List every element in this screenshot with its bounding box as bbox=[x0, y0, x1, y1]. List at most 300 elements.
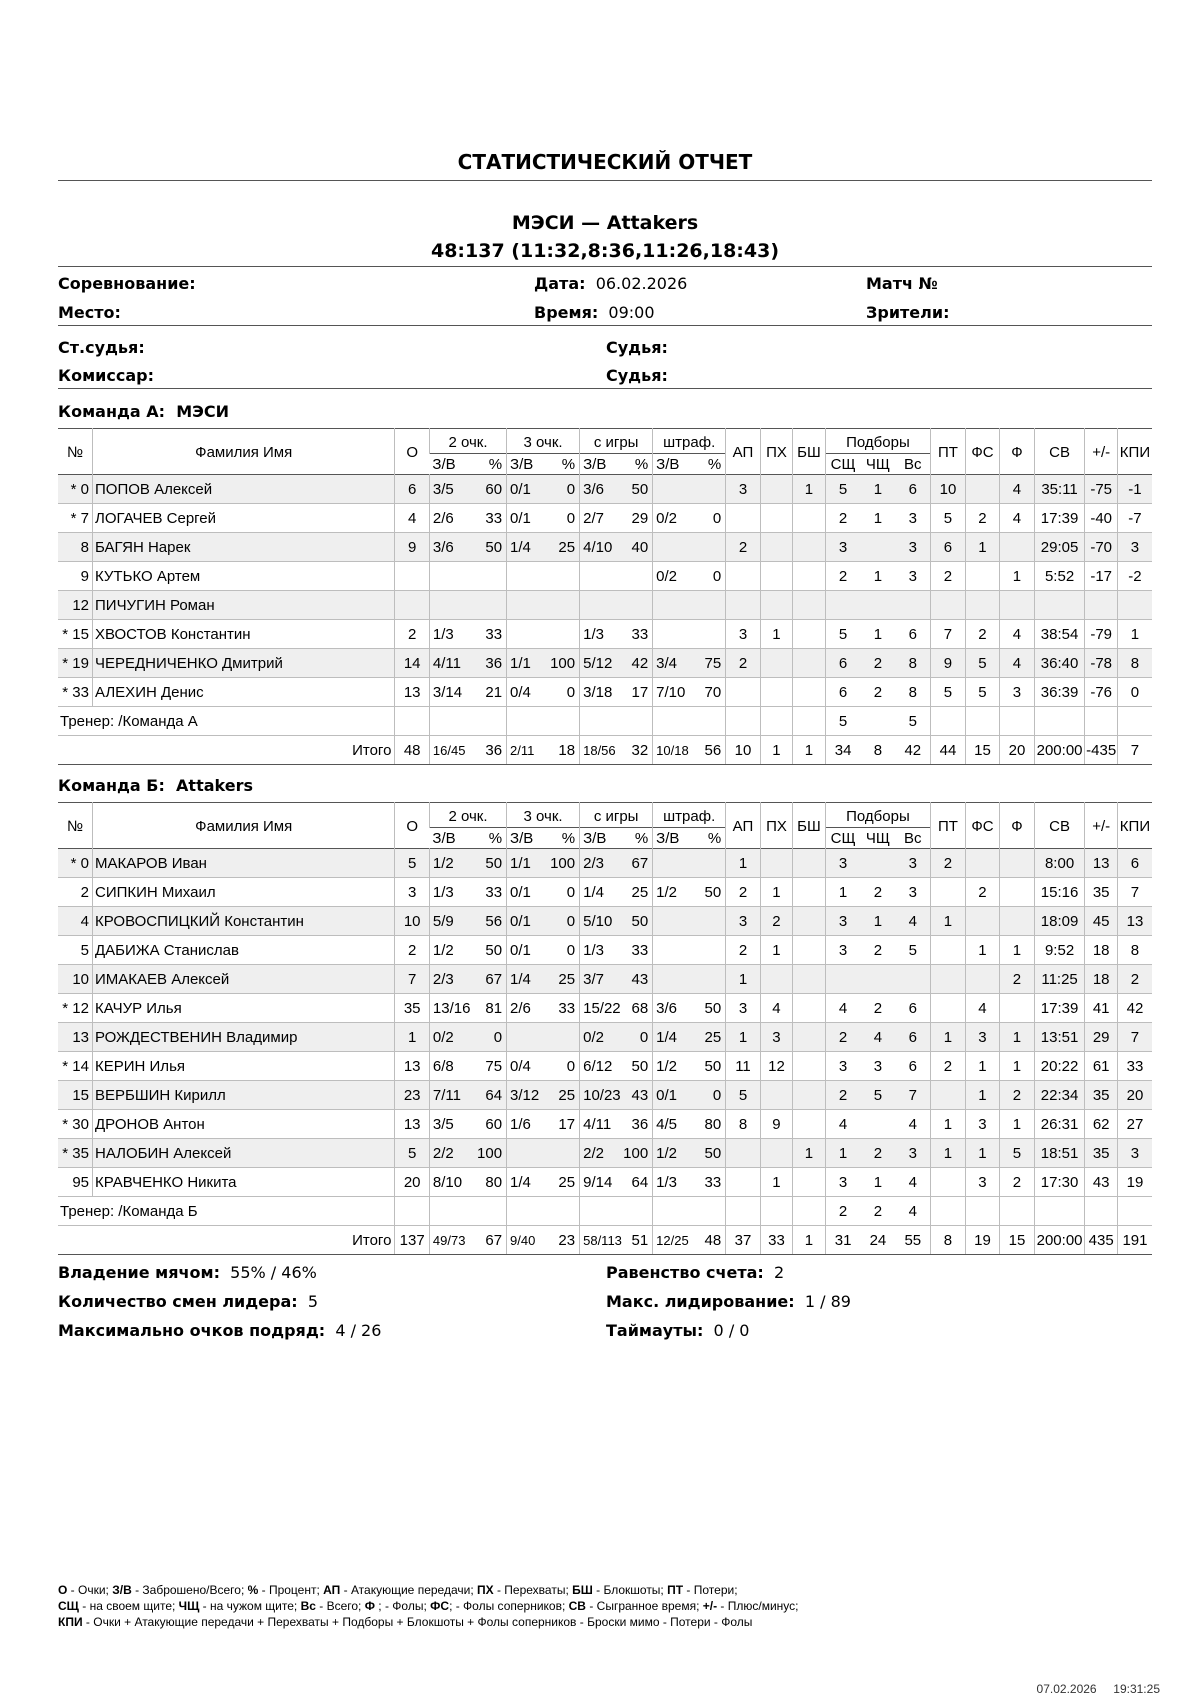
two-pointers bbox=[429, 878, 506, 907]
total-label: Итого bbox=[58, 1226, 395, 1255]
blocks bbox=[793, 620, 825, 649]
divider bbox=[58, 388, 1152, 389]
rebounds-cell bbox=[825, 1081, 931, 1110]
minutes: 29:05 bbox=[1034, 533, 1085, 562]
field-goals-made-attempted: 18/56 bbox=[583, 742, 616, 758]
def-rebounds: 5 bbox=[838, 625, 848, 643]
plus-minus: 18 bbox=[1085, 965, 1117, 994]
total-rebounds: 6 bbox=[908, 625, 917, 643]
player-number: * 35 bbox=[62, 1144, 89, 1162]
empty-cell bbox=[1034, 1197, 1085, 1226]
legend-desc: - Блокшоты; bbox=[592, 1583, 668, 1597]
player-row bbox=[58, 504, 1152, 533]
header-made-attempted-percent bbox=[429, 454, 506, 475]
three-pointers-made-attempted: 1/4 bbox=[510, 538, 531, 556]
minutes: 11:25 bbox=[1034, 965, 1085, 994]
efficiency: 7 bbox=[1117, 736, 1152, 765]
header-points: О bbox=[395, 803, 430, 849]
free-throws bbox=[653, 936, 726, 965]
player-name: МАКАРОВ Иван bbox=[93, 849, 395, 878]
three-pointers-made-attempted: 3/12 bbox=[510, 1086, 540, 1104]
assists: 37 bbox=[726, 1226, 761, 1255]
header-def-rebounds: СЩ bbox=[830, 829, 856, 847]
header-made-attempted: З/В bbox=[583, 829, 607, 847]
off-rebounds: 1 bbox=[873, 509, 883, 527]
legend-abbr: О bbox=[58, 1583, 68, 1597]
coach-row bbox=[58, 707, 1152, 736]
free-throws-made-attempted: 12/25 bbox=[656, 1232, 689, 1248]
three-pointers-percent: 25 bbox=[558, 1173, 576, 1191]
player-number: 4 bbox=[80, 912, 89, 930]
free-throws-percent: 80 bbox=[704, 1115, 722, 1133]
points: 35 bbox=[395, 994, 430, 1023]
field-goals bbox=[580, 878, 653, 907]
blocks bbox=[793, 562, 825, 591]
three-pointers-made-attempted: 0/4 bbox=[510, 683, 531, 701]
header-3pt: 3 очк. bbox=[507, 803, 580, 828]
fouls-drawn: 3 bbox=[965, 1023, 1000, 1052]
points: 2 bbox=[395, 936, 430, 965]
legend-desc: ; - Фолы; bbox=[374, 1599, 431, 1613]
three-pointers bbox=[507, 849, 580, 878]
free-throws bbox=[653, 878, 726, 907]
points: 23 bbox=[395, 1081, 430, 1110]
total-rebounds: 4 bbox=[908, 1173, 917, 1191]
player-number: * 33 bbox=[62, 683, 89, 701]
field-goals-made-attempted: 6/12 bbox=[583, 1057, 613, 1075]
legend-desc: - Сыгранное время; bbox=[585, 1599, 703, 1613]
blocks bbox=[793, 994, 825, 1023]
plus-minus: 45 bbox=[1085, 907, 1117, 936]
two-pointers-made-attempted: 13/16 bbox=[432, 999, 471, 1017]
header-made-attempted: З/В bbox=[432, 829, 456, 847]
blocks bbox=[793, 678, 825, 707]
empty-cell bbox=[1085, 1197, 1117, 1226]
fouls-drawn: 15 bbox=[965, 736, 1000, 765]
player-name: КРОВОСПИЦКИЙ Константин bbox=[93, 907, 395, 936]
blocks bbox=[793, 936, 825, 965]
header-number: № bbox=[66, 444, 84, 461]
print-time: 19:31:25 bbox=[1113, 1682, 1160, 1696]
header-made-attempted-percent bbox=[653, 454, 726, 475]
legend-desc: - Всего; bbox=[315, 1599, 365, 1613]
steals: 33 bbox=[760, 1226, 792, 1255]
legend-abbr: +/- bbox=[702, 1599, 718, 1613]
rebounds-cell bbox=[825, 591, 931, 620]
def-rebounds: 2 bbox=[838, 1028, 848, 1046]
two-pointers bbox=[429, 936, 506, 965]
header-fouls: Ф bbox=[1000, 429, 1035, 475]
player-row bbox=[58, 591, 1152, 620]
header-made-attempted-percent bbox=[580, 828, 653, 849]
empty-cell bbox=[580, 707, 653, 736]
fouls-drawn: 1 bbox=[965, 1052, 1000, 1081]
two-pointers-made-attempted: 4/11 bbox=[432, 654, 462, 672]
three-pointers-made-attempted: 0/1 bbox=[510, 883, 531, 901]
points: 13 bbox=[395, 678, 430, 707]
three-pointers bbox=[507, 1168, 580, 1197]
assists: 1 bbox=[726, 1023, 761, 1052]
three-pointers bbox=[507, 562, 580, 591]
three-pointers bbox=[507, 936, 580, 965]
two-pointers bbox=[429, 1023, 506, 1052]
player-name: ИМАКАЕВ Алексей bbox=[93, 965, 395, 994]
two-pointers-made-attempted: 8/10 bbox=[432, 1173, 463, 1191]
header-minutes: СВ bbox=[1034, 429, 1085, 475]
empty-cell bbox=[395, 707, 430, 736]
two-pointers bbox=[429, 965, 506, 994]
two-pointers bbox=[429, 1110, 506, 1139]
fouls: 1 bbox=[1000, 562, 1035, 591]
plus-minus: 35 bbox=[1085, 878, 1117, 907]
steals: 1 bbox=[760, 736, 792, 765]
free-throws bbox=[653, 1110, 726, 1139]
blocks: 1 bbox=[793, 1226, 825, 1255]
assists: 5 bbox=[726, 1081, 761, 1110]
three-pointers bbox=[507, 878, 580, 907]
field-goals-percent: 33 bbox=[631, 941, 649, 959]
field-goals-percent: 43 bbox=[631, 970, 649, 988]
efficiency: 7 bbox=[1117, 1023, 1152, 1052]
empty-cell bbox=[1034, 707, 1085, 736]
three-pointers bbox=[507, 1052, 580, 1081]
turnovers: 10 bbox=[931, 475, 966, 504]
empty-cell bbox=[793, 1197, 825, 1226]
assists: 2 bbox=[726, 533, 761, 562]
divider bbox=[58, 266, 1152, 267]
final-score: 48:137 (11:32,8:36,11:26,18:43) bbox=[430, 240, 780, 262]
player-name: БАГЯН Нарек bbox=[93, 533, 395, 562]
player-number: 12 bbox=[72, 596, 89, 614]
player-row bbox=[58, 936, 1152, 965]
legend-abbr: % bbox=[247, 1583, 259, 1597]
assists: 1 bbox=[726, 849, 761, 878]
free-throws-percent: 50 bbox=[704, 1057, 722, 1075]
free-throws-percent: 0 bbox=[712, 567, 722, 585]
three-pointers-made-attempted: 0/4 bbox=[510, 1057, 531, 1075]
efficiency: 2 bbox=[1117, 965, 1152, 994]
empty-cell bbox=[1085, 707, 1117, 736]
blocks bbox=[793, 1081, 825, 1110]
legend-abbr: СЩ bbox=[58, 1599, 79, 1613]
fouls: 1 bbox=[1000, 1023, 1035, 1052]
player-number: 10 bbox=[72, 970, 89, 988]
empty-cell bbox=[653, 1197, 726, 1226]
blocks bbox=[793, 649, 825, 678]
header-steals: ПХ bbox=[760, 429, 792, 475]
legend-abbr: АП bbox=[323, 1583, 341, 1597]
efficiency: 0 bbox=[1117, 678, 1152, 707]
player-number: 13 bbox=[72, 1028, 89, 1046]
header-turnovers: ПТ bbox=[931, 429, 966, 475]
def-rebounds: 5 bbox=[838, 480, 848, 498]
competition-field: Соревнование: bbox=[58, 274, 196, 293]
efficiency bbox=[1117, 591, 1152, 620]
def-rebounds: 1 bbox=[838, 883, 848, 901]
assists bbox=[726, 591, 761, 620]
points: 20 bbox=[395, 1168, 430, 1197]
field-goals-made-attempted: 1/3 bbox=[583, 941, 604, 959]
field-goals-made-attempted: 10/23 bbox=[583, 1086, 621, 1104]
two-pointers bbox=[429, 994, 506, 1023]
header-blocks: БШ bbox=[793, 803, 825, 849]
legend-desc: - Перехваты; bbox=[493, 1583, 573, 1597]
efficiency: 20 bbox=[1117, 1081, 1152, 1110]
two-pointers-made-attempted: 7/11 bbox=[432, 1086, 462, 1104]
free-throws-made-attempted: 10/18 bbox=[656, 742, 689, 758]
def-rebounds: 3 bbox=[838, 854, 848, 872]
fouls-drawn: 1 bbox=[965, 1139, 1000, 1168]
two-pointers-made-attempted: 1/2 bbox=[432, 854, 454, 872]
minutes: 17:39 bbox=[1034, 994, 1085, 1023]
three-pointers bbox=[507, 591, 580, 620]
fouls-drawn: 1 bbox=[965, 533, 1000, 562]
steals bbox=[760, 1139, 792, 1168]
three-pointers-percent: 100 bbox=[550, 654, 576, 672]
minutes: 9:52 bbox=[1034, 936, 1085, 965]
field-goals-percent: 17 bbox=[631, 683, 649, 701]
empty-cell bbox=[760, 707, 792, 736]
free-throws bbox=[653, 1139, 726, 1168]
field-goals bbox=[580, 907, 653, 936]
fouls-drawn bbox=[965, 562, 1000, 591]
player-row bbox=[58, 1168, 1152, 1197]
two-pointers-percent: 67 bbox=[485, 970, 503, 988]
steals bbox=[760, 1081, 792, 1110]
fouls-drawn: 1 bbox=[965, 1081, 1000, 1110]
assists: 11 bbox=[726, 1052, 761, 1081]
two-pointers bbox=[429, 591, 506, 620]
efficiency: 19 bbox=[1117, 1168, 1152, 1197]
field-goals-percent: 67 bbox=[631, 854, 649, 872]
two-pointers-made-attempted: 3/5 bbox=[432, 1115, 454, 1133]
two-pointers-percent: 100 bbox=[477, 1144, 503, 1162]
blocks: 1 bbox=[793, 475, 825, 504]
two-pointers bbox=[429, 1081, 506, 1110]
points: 13 bbox=[395, 1052, 430, 1081]
free-throws bbox=[653, 965, 726, 994]
two-pointers-made-attempted: 1/3 bbox=[432, 625, 454, 643]
two-pointers-percent: 60 bbox=[485, 480, 503, 498]
empty-cell bbox=[653, 707, 726, 736]
header-percent: % bbox=[488, 829, 503, 847]
turnovers bbox=[931, 591, 966, 620]
turnovers bbox=[931, 878, 966, 907]
empty-cell bbox=[429, 707, 506, 736]
blocks bbox=[793, 1110, 825, 1139]
free-throws-made-attempted: 0/2 bbox=[656, 567, 678, 585]
field-goals bbox=[580, 678, 653, 707]
blocks bbox=[793, 965, 825, 994]
three-pointers-made-attempted: 9/40 bbox=[510, 1232, 536, 1248]
print-timestamp bbox=[1037, 1682, 1160, 1696]
two-pointers-percent: 56 bbox=[485, 912, 503, 930]
empty-cell bbox=[429, 1197, 506, 1226]
player-name: РОЖДЕСТВЕНИН Владимир bbox=[93, 1023, 395, 1052]
header-plus-minus: +/- bbox=[1085, 803, 1117, 849]
two-pointers bbox=[429, 1139, 506, 1168]
rebounds-cell bbox=[825, 878, 931, 907]
fouls-drawn bbox=[965, 965, 1000, 994]
two-pointers-percent: 21 bbox=[485, 683, 503, 701]
player-row bbox=[58, 1081, 1152, 1110]
field-goals-made-attempted: 3/7 bbox=[583, 970, 604, 988]
assists: 8 bbox=[726, 1110, 761, 1139]
fouls bbox=[1000, 907, 1035, 936]
fouls bbox=[1000, 878, 1035, 907]
two-pointers-percent: 81 bbox=[485, 999, 503, 1017]
minutes: 17:30 bbox=[1034, 1168, 1085, 1197]
header-field-goals: с игры bbox=[580, 429, 653, 454]
legend-desc: - на чужом щите; bbox=[199, 1599, 301, 1613]
header-efficiency: КПИ bbox=[1117, 803, 1152, 849]
three-pointers bbox=[507, 736, 580, 765]
field-goals-percent: 51 bbox=[631, 1231, 649, 1249]
off-rebounds: 2 bbox=[873, 1144, 883, 1162]
turnovers bbox=[931, 965, 966, 994]
steals bbox=[760, 649, 792, 678]
steals: 3 bbox=[760, 1023, 792, 1052]
def-rebounds: 34 bbox=[834, 741, 852, 759]
two-pointers-percent: 33 bbox=[485, 509, 503, 527]
points: 14 bbox=[395, 649, 430, 678]
header-made-attempted: З/В bbox=[510, 455, 534, 473]
fouls-drawn: 5 bbox=[965, 678, 1000, 707]
player-name: ПОПОВ Алексей bbox=[93, 475, 395, 504]
field-goals-percent: 43 bbox=[631, 1086, 649, 1104]
two-pointers-percent: 64 bbox=[485, 1086, 503, 1104]
points bbox=[395, 562, 430, 591]
turnovers: 7 bbox=[931, 620, 966, 649]
header-name: Фамилия Имя bbox=[93, 429, 395, 475]
rebounds-cell bbox=[825, 849, 931, 878]
rebounds-cell bbox=[825, 1139, 931, 1168]
plus-minus: 35 bbox=[1085, 1139, 1117, 1168]
turnovers bbox=[931, 1081, 966, 1110]
two-pointers-percent: 60 bbox=[485, 1115, 503, 1133]
header-made-attempted-percent bbox=[429, 828, 506, 849]
legend-desc: ; - Фолы соперников; bbox=[449, 1599, 569, 1613]
free-throws bbox=[653, 907, 726, 936]
minutes: 15:16 bbox=[1034, 878, 1085, 907]
plus-minus: 13 bbox=[1085, 849, 1117, 878]
turnovers bbox=[931, 994, 966, 1023]
player-name: АЛЕХИН Денис bbox=[93, 678, 395, 707]
plus-minus: -76 bbox=[1085, 678, 1117, 707]
two-pointers-made-attempted: 0/2 bbox=[432, 1028, 454, 1046]
points: 5 bbox=[395, 1139, 430, 1168]
steals: 12 bbox=[760, 1052, 792, 1081]
three-pointers-percent: 25 bbox=[558, 538, 576, 556]
fouls-drawn bbox=[965, 591, 1000, 620]
blocks bbox=[793, 533, 825, 562]
def-rebounds: 4 bbox=[838, 999, 848, 1017]
two-pointers bbox=[429, 678, 506, 707]
turnovers: 9 bbox=[931, 649, 966, 678]
print-date: 07.02.2026 bbox=[1036, 1682, 1097, 1696]
three-pointers-made-attempted: 1/1 bbox=[510, 854, 531, 872]
plus-minus: 18 bbox=[1085, 936, 1117, 965]
three-pointers-percent: 0 bbox=[566, 1057, 576, 1075]
three-pointers-made-attempted: 0/1 bbox=[510, 509, 531, 527]
total-row bbox=[58, 1226, 1152, 1255]
legend-desc: - Заброшено/Всего; bbox=[131, 1583, 248, 1597]
minutes: 18:51 bbox=[1034, 1139, 1085, 1168]
steals: 9 bbox=[760, 1110, 792, 1139]
player-name: КРАВЧЕНКО Никита bbox=[93, 1168, 395, 1197]
two-pointers-made-attempted: 1/2 bbox=[432, 941, 454, 959]
three-pointers bbox=[507, 907, 580, 936]
turnovers: 1 bbox=[931, 1110, 966, 1139]
def-rebounds: 3 bbox=[838, 941, 848, 959]
efficiency: 1 bbox=[1117, 620, 1152, 649]
fouls: 2 bbox=[1000, 1168, 1035, 1197]
rebounds-cell bbox=[825, 504, 931, 533]
turnovers bbox=[931, 1168, 966, 1197]
off-rebounds: 2 bbox=[873, 683, 883, 701]
legend-desc: - Атакующие передачи; bbox=[340, 1583, 477, 1597]
lead-changes-stat: Количество смен лидера: 5 bbox=[58, 1292, 319, 1311]
two-pointers-made-attempted: 49/73 bbox=[432, 1232, 466, 1248]
empty-cell bbox=[1117, 1197, 1152, 1226]
header-points: О bbox=[395, 429, 430, 475]
total-rebounds: 8 bbox=[908, 683, 917, 701]
three-pointers-made-attempted: 2/6 bbox=[510, 999, 531, 1017]
header-percent: % bbox=[561, 829, 576, 847]
minutes: 17:39 bbox=[1034, 504, 1085, 533]
player-name: СИПКИН Михаил bbox=[93, 878, 395, 907]
off-rebounds: 2 bbox=[873, 999, 883, 1017]
coach-label: Тренер: /Команда Б bbox=[60, 1202, 198, 1220]
three-pointers-percent: 23 bbox=[558, 1231, 576, 1249]
header-made-attempted: З/В bbox=[583, 455, 607, 473]
total-rebounds: 6 bbox=[908, 480, 917, 498]
two-pointers bbox=[429, 736, 506, 765]
two-pointers bbox=[429, 562, 506, 591]
commissioner-field: Комиссар: bbox=[58, 366, 154, 385]
steals: 1 bbox=[760, 878, 792, 907]
fouls-drawn: 2 bbox=[965, 504, 1000, 533]
three-pointers bbox=[507, 678, 580, 707]
legend-line bbox=[58, 1582, 1152, 1598]
field-goals-made-attempted: 5/10 bbox=[583, 912, 613, 930]
three-pointers-made-attempted: 2/11 bbox=[510, 742, 535, 758]
total-rebounds: 5 bbox=[908, 941, 917, 959]
player-row bbox=[58, 1110, 1152, 1139]
efficiency: -1 bbox=[1117, 475, 1152, 504]
field-goals-made-attempted: 1/3 bbox=[583, 625, 604, 643]
player-name: ЛОГАЧЕВ Сергей bbox=[93, 504, 395, 533]
three-pointers-percent: 25 bbox=[558, 970, 576, 988]
blocks bbox=[793, 849, 825, 878]
def-rebounds: 6 bbox=[838, 654, 848, 672]
efficiency: 13 bbox=[1117, 907, 1152, 936]
divider bbox=[58, 180, 1152, 181]
rebounds-cell bbox=[825, 620, 931, 649]
legend-desc: - на своем щите; bbox=[78, 1599, 179, 1613]
coach-label: Тренер: /Команда А bbox=[60, 712, 198, 730]
two-pointers-made-attempted: 2/3 bbox=[432, 970, 454, 988]
total-rebounds: 55 bbox=[904, 1231, 922, 1249]
two-pointers-made-attempted: 3/5 bbox=[432, 480, 454, 498]
three-pointers-percent: 100 bbox=[550, 854, 576, 872]
field-goals-made-attempted: 4/10 bbox=[583, 538, 613, 556]
header-efficiency: КПИ bbox=[1117, 429, 1152, 475]
def-rebounds: 2 bbox=[838, 509, 848, 527]
rebounds-cell bbox=[825, 533, 931, 562]
header-made-attempted-percent bbox=[653, 828, 726, 849]
efficiency: 191 bbox=[1117, 1226, 1152, 1255]
